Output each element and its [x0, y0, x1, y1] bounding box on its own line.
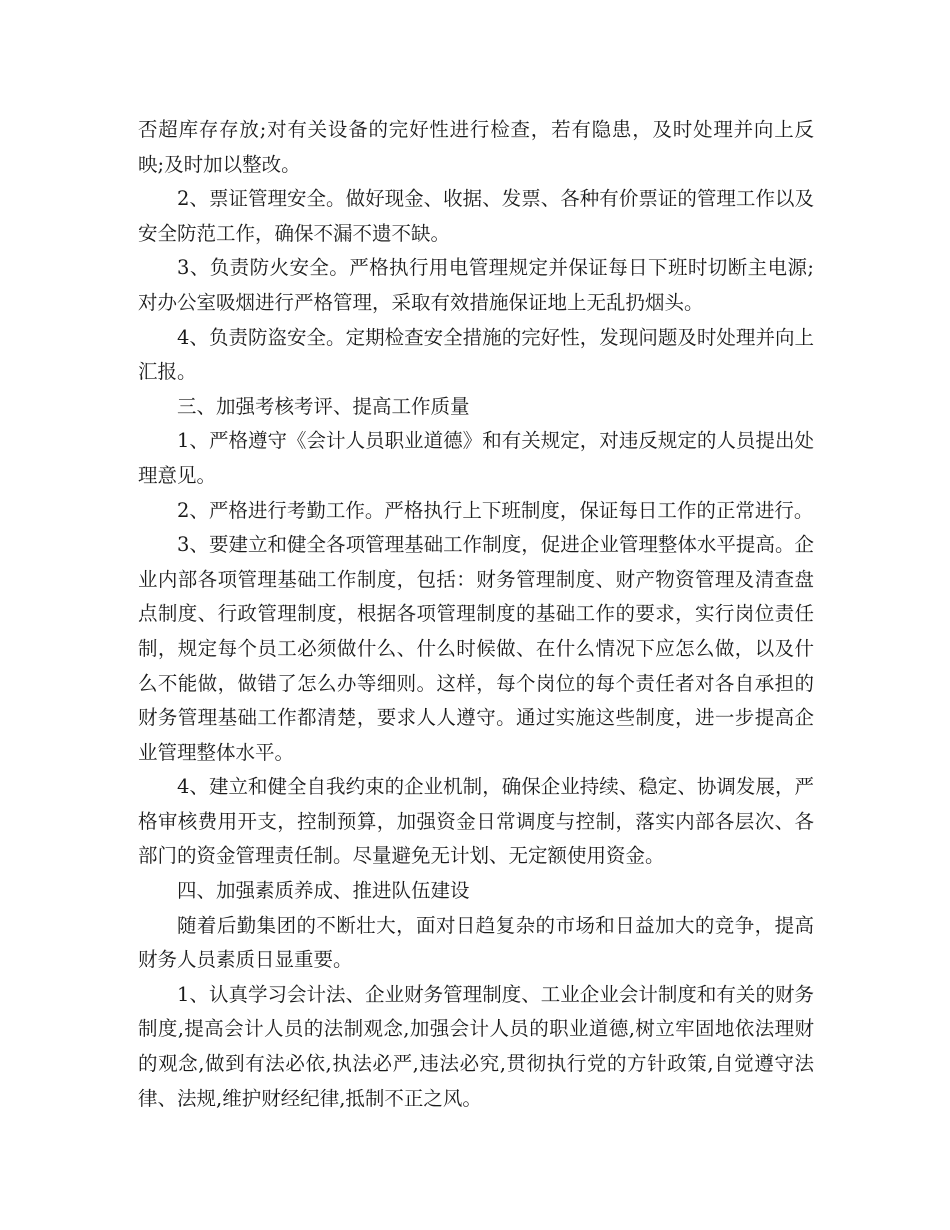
- paragraph-study-law: 1、认真学习会计法、企业财务管理制度、工业企业会计制度和有关的财务制度,提高会计人员的法制观念,加强会计人员的职业道德,树立牢固地依法理财的观念,做到有法必依,执法必严,违法必究,贯彻执行党的方针政策,自觉遵守法律、法规,维护财经纪律,抵制不正之风。: [138, 982, 814, 1110]
- section-heading-assessment: 三、加强考核考评、提高工作质量: [177, 394, 470, 418]
- paragraph-management-system: 3、要建立和健全各项管理基础工作制度，促进企业管理整体水平提高。企业内部各项管理基础工作制度，包括：财务管理制度、财产物资管理及清查盘点制度、行政管理制度，根据各项管理制度的基础工作的要求，实行岗位责任制，规定每个员工必须做什么、什么时候做、在什么情况下应怎么做，以及什么不能做，做错了怎么办等细则。这样，每个岗位的每个责任者对各自承担的财务管理基础工作都清楚，要求人人遵守。通过实施这些制度，进一步提高企业管理整体水平。: [138, 533, 814, 764]
- paragraph-ticket-safety: 2、票证管理安全。做好现金、收据、发票、各种有价票证的管理工作以及安全防范工作，确保不漏不遗不缺。: [138, 187, 814, 245]
- paragraph-fire-safety: 3、负责防火安全。严格执行用电管理规定并保证每日下班时切断主电源;对办公室吸烟进行严格管理，采取有效措施保证地上无乱扔烟头。: [138, 256, 814, 314]
- paragraph-continuation: 否超库存存放;对有关设备的完好性进行检查，若有隐患，及时处理并向上反映;及时加以整改。: [138, 118, 814, 176]
- paragraph-quality-importance: 随着后勤集团的不断壮大，面对日趋复杂的市场和日益加大的竞争，提高财务人员素质日显重要。: [138, 913, 814, 972]
- paragraph-ethics: 1、严格遵守《会计人员职业道德》和有关规定，对违反规定的人员提出处理意见。: [138, 429, 814, 487]
- paragraph-theft-safety: 4、负责防盗安全。定期检查安全措施的完好性，发现问题及时处理并向上汇报。: [138, 325, 814, 384]
- document-body: [138, 113, 814, 1116]
- section-heading-team-building: 四、加强素质养成、推进队伍建设: [177, 879, 470, 903]
- paragraph-attendance: 2、严格进行考勤工作。严格执行上下班制度，保证每日工作的正常进行。: [177, 498, 814, 522]
- paragraph-self-constraint: 4、建立和健全自我约束的企业机制，确保企业持续、稳定、协调发展，严格审核费用开支，控制预算，加强资金日常调度与控制，落实内部各层次、各部门的资金管理责任制。尽量避免无计划、无定额使用资金。: [138, 775, 814, 868]
